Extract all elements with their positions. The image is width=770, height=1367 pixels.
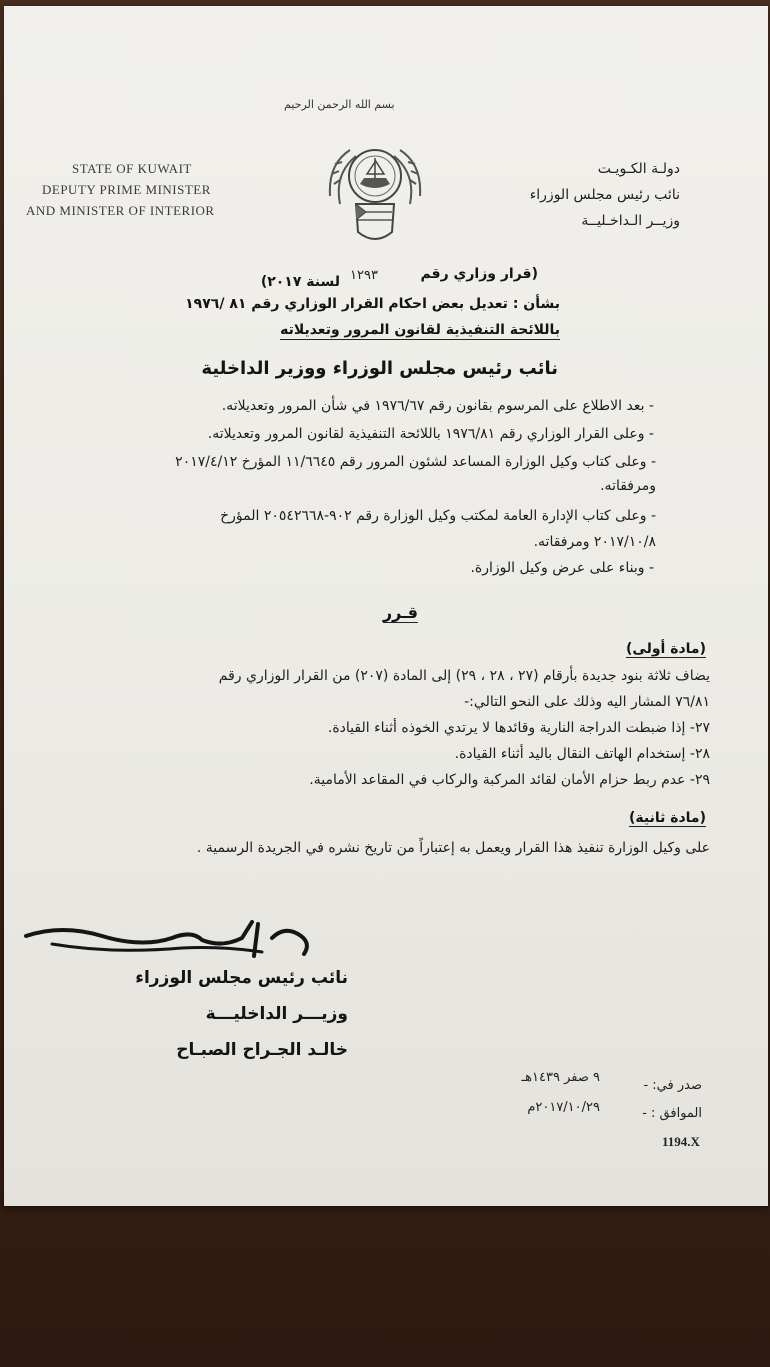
- recital-5: - وبناء على عرض وكيل الوزارة.: [470, 560, 654, 576]
- signatory-title-line-1: نائب رئيس مجلس الوزراء: [135, 968, 348, 988]
- article-two-text: على وكيل الوزارة تنفيذ هذا القرار ويعمل به إعتباراً من تاريخ نشره في الجريدة الرسمية .: [196, 840, 710, 856]
- recital-4-continued: ٢٠١٧/١٠/٨ ومرفقاته.: [533, 534, 656, 550]
- decree-year: لسنة ٢٠١٧): [260, 274, 340, 290]
- article-one-item-27: ٢٧- إذا ضبطت الدراجة النارية وقائدها لا يرتدي الخوذه أثناء القيادة.: [327, 720, 710, 736]
- basmala: بسم الله الرحمن الرحيم: [284, 98, 395, 111]
- article-one-title: (مادة أولى): [626, 641, 706, 657]
- article-one-line-1: يضاف ثلاثة بنود جديدة بأرقام (٢٧ ، ٢٨ ، ٢٩) إلى المادة (٢٠٧) من القرار الوزاري رقم: [218, 668, 710, 684]
- recital-3: - وعلى كتاب وكيل الوزارة المساعد لشئون المرور رقم ١١/٦٦٤٥ المؤرخ ٢٠١٧/٤/١٢: [175, 454, 656, 470]
- issued-date-label: صدر في: -: [643, 1078, 702, 1093]
- article-two-title: (مادة ثانية): [628, 810, 706, 826]
- decree-label: (قرار وزاري رقم: [420, 266, 538, 282]
- reference-code: 1194.X: [662, 1134, 700, 1149]
- document-page: [4, 6, 768, 1206]
- decree-subject-line-2: باللائحة التنفيذية لقانون المرور وتعديلاته: [280, 322, 560, 338]
- corresponding-date-label: الموافق : -: [642, 1106, 702, 1121]
- article-one-item-29: ٢٩- عدم ربط حزام الأمان لقائد المركبة والركاب في المقاعد الأمامية.: [309, 772, 710, 788]
- signatory-title-line-2: وزيـــر الداخليـــة: [205, 1004, 348, 1024]
- letterhead-en-line-1: STATE OF KUWAIT: [72, 161, 192, 176]
- english-letterhead: [26, 158, 215, 221]
- issued-date-value: ٩ صفر ١٤٣٩هـ: [521, 1070, 600, 1085]
- article-one-line-2: ٧٦/٨١ المشار اليه وذلك على النحو التالي:-: [464, 694, 710, 710]
- recital-1: - بعد الاطلاع على المرسوم بقانون رقم ١٩٧٦/٦٧ في شأن المرور وتعديلاته.: [221, 398, 654, 414]
- article-one-item-28: ٢٨- إستخدام الهاتف النقال باليد أثناء القيادة.: [454, 746, 710, 762]
- letterhead-en-line-2: DEPUTY PRIME MINISTER: [42, 182, 211, 197]
- recital-3-continued: ومرفقاته.: [600, 478, 656, 494]
- recital-2: - وعلى القرار الوزاري رقم ١٩٧٦/٨١ باللائحة التنفيذية لقانون المرور وتعديلاته.: [207, 426, 654, 442]
- corresponding-date-value: ٢٠١٧/١٠/٢٩م: [527, 1100, 600, 1115]
- handwritten-signature: [22, 914, 322, 964]
- decree-number: ١٢٩٣: [350, 268, 378, 283]
- issuer-heading: نائب رئيس مجلس الوزراء ووزير الداخلية: [201, 358, 558, 379]
- recital-4: - وعلى كتاب الإدارة العامة لمكتب وكيل الوزارة رقم ٩٠٢-٢٠٥٤٢٦٦٨ المؤرخ: [220, 508, 656, 524]
- letterhead-ar-line-3: وزيــر الـداخـليــة: [581, 213, 680, 229]
- letterhead-ar-line-1: دولـة الكـويـت: [597, 161, 680, 177]
- letterhead-en-line-3: AND MINISTER OF INTERIOR: [26, 203, 215, 218]
- decision-title: قـرر: [382, 603, 418, 622]
- letterhead-ar-line-2: نائب رئيس مجلس الوزراء: [529, 187, 680, 203]
- kuwait-emblem-icon: [320, 134, 430, 254]
- decree-subject-line-1: بشأن : تعديل بعض احكام القرار الوزاري رقم ٨١ /١٩٧٦: [185, 296, 560, 312]
- arabic-letterhead: [530, 156, 680, 234]
- signatory-name: خالـد الجـراح الصبـاح: [176, 1040, 348, 1060]
